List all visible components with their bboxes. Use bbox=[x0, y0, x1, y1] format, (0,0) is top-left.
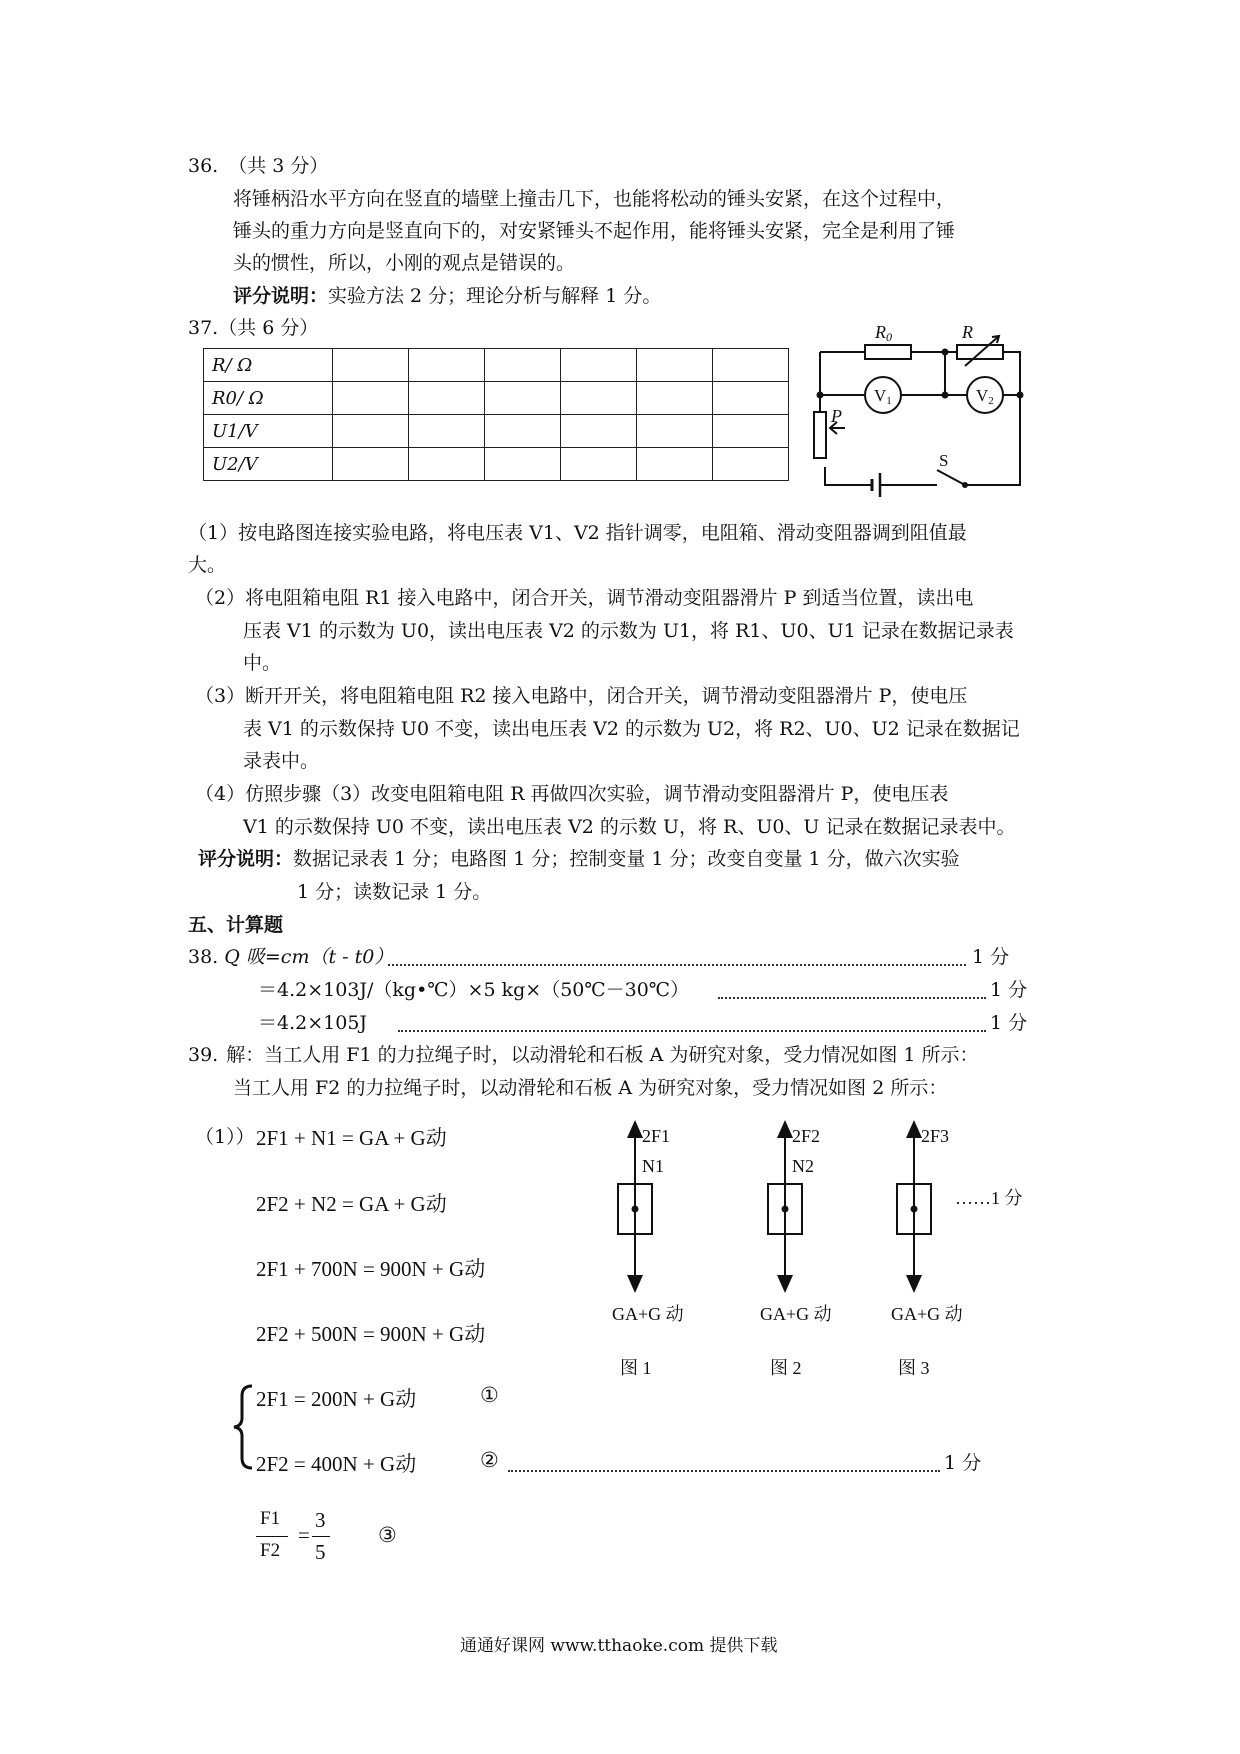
fig3-caption: 图 3 bbox=[898, 1358, 930, 1378]
resistor-r0 bbox=[865, 345, 911, 359]
circuit-diagram bbox=[805, 320, 1035, 500]
q37-number: 37.（共 6 分） bbox=[188, 317, 319, 339]
q37-step3c: 录表中。 bbox=[243, 750, 320, 772]
q37-step1b: 大。 bbox=[188, 554, 227, 576]
fig3-top-label: 2F3 bbox=[921, 1126, 950, 1146]
force-diagrams bbox=[600, 1120, 1060, 1450]
dot-leader bbox=[398, 1030, 986, 1032]
fig2-caption: 图 2 bbox=[770, 1358, 802, 1378]
ratio-value-den: 5 bbox=[315, 1540, 326, 1564]
ratio-numerator: F1 bbox=[260, 1508, 281, 1529]
q37-step4b: V1 的示数保持 U0 不变，读出电压表 V2 的示数 U，将 R、U0、U 记录在数据记录表中。 bbox=[243, 816, 1016, 838]
fig3-bottom-label: GA+G 动 bbox=[891, 1304, 963, 1324]
fig2-bottom-label: GA+G 动 bbox=[760, 1304, 832, 1324]
q37-step2c: 中。 bbox=[243, 652, 282, 674]
ratio-denominator: F2 bbox=[260, 1540, 281, 1561]
label-v1: V1 bbox=[874, 386, 892, 407]
section-title: 五、计算题 bbox=[188, 914, 284, 936]
row-header: U1/V bbox=[204, 415, 333, 448]
q37-step1a: （1）按电路图连接实验电路，将电压表 V1、V2 指针调零，电阻箱、滑动变阻器调到阻值最 bbox=[188, 522, 967, 544]
q38-line2: ＝4.2×103J/（kg•℃）×5 kg×（50℃－30℃） bbox=[258, 979, 690, 1001]
q36-grading: 评分说明：实验方法 2 分；理论分析与解释 1 分。 bbox=[233, 285, 662, 307]
equals-sign: = bbox=[298, 1523, 310, 1547]
q39-point: 1 分 bbox=[944, 1452, 982, 1474]
equation-3: 2F1 + 700N = 900N + G动 bbox=[256, 1257, 486, 1281]
q37-step3a: （3）断开开关，将电阻箱电阻 R2 接入电路中，闭合开关，调节滑动变阻器滑片 P，使电压 bbox=[195, 685, 968, 707]
q37-grading-a: 评分说明：数据记录表 1 分；电路图 1 分；控制变量 1 分；改变自变量 1 分，做六次实验 bbox=[198, 848, 960, 870]
rheostat-p bbox=[814, 412, 826, 458]
q38-point2: 1 分 bbox=[990, 979, 1028, 1001]
label-v2: V2 bbox=[976, 386, 994, 407]
equation-5: 2F1 = 200N + G动 bbox=[256, 1387, 417, 1411]
label-r: R bbox=[962, 322, 973, 342]
label-p: P bbox=[831, 406, 842, 426]
q38-line1: 38. Q 吸=cm（t - t0） bbox=[188, 946, 394, 968]
mark-1: ① bbox=[480, 1383, 499, 1407]
q37-step2b: 压表 V1 的示数为 U0，读出电压表 V2 的示数为 U1，将 R1、U0、U1 记录在数据记录表 bbox=[243, 620, 1014, 642]
fraction-bar bbox=[256, 1536, 288, 1537]
label-s: S bbox=[939, 451, 949, 470]
q39-line2: 当工人用 F2 的力拉绳子时，以动滑轮和石板 A 为研究对象，受力情况如图 2 所示： bbox=[233, 1077, 948, 1099]
label-r0: R0 bbox=[875, 322, 892, 344]
q37-step3b: 表 V1 的示数保持 U0 不变，读出电压表 V2 的示数为 U2，将 R2、U0、U2 记录在数据记 bbox=[243, 718, 1020, 740]
brace bbox=[228, 1382, 258, 1472]
q37-step4a: （4）仿照步骤（3）改变电阻箱电阻 R 再做四次实验，调节滑动变阻器滑片 P，使电压表 bbox=[195, 783, 949, 805]
switch-s bbox=[937, 470, 965, 485]
q36-number: 36. （共 3 分） bbox=[188, 155, 329, 177]
q39-part-label: （1）） bbox=[195, 1126, 255, 1148]
dot-leader bbox=[508, 1470, 940, 1472]
fraction-bar bbox=[312, 1536, 330, 1537]
ratio-value-num: 3 bbox=[315, 1508, 326, 1532]
dot-leader bbox=[718, 997, 986, 999]
q39-line1: 39. 解：当工人用 F1 的力拉绳子时，以动滑轮和石板 A 为研究对象，受力情况如图 1 所示： bbox=[188, 1044, 979, 1066]
q36-line3: 头的惯性，所以，小刚的观点是错误的。 bbox=[233, 252, 576, 274]
q36-line2: 锤头的重力方向是竖直向下的，对安紧锤头不起作用，能将锤头安紧，完全是利用了锤 bbox=[233, 220, 956, 242]
table-row bbox=[204, 415, 789, 448]
mark-2: ② bbox=[480, 1448, 499, 1472]
table-row bbox=[204, 349, 789, 382]
fig2-mid-label: N2 bbox=[792, 1156, 814, 1176]
fig1-top-label: 2F1 bbox=[642, 1126, 671, 1146]
dot-leader bbox=[388, 964, 966, 966]
data-record-table bbox=[203, 348, 789, 481]
equation-6: 2F2 = 400N + G动 bbox=[256, 1452, 417, 1476]
mark-3: ③ bbox=[378, 1523, 397, 1547]
table-row bbox=[204, 382, 789, 415]
q37-step2a: （2）将电阻箱电阻 R1 接入电路中，闭合开关，调节滑动变阻器滑片 P 到适当位置，读出电 bbox=[195, 587, 974, 609]
row-header: R0/ Ω bbox=[204, 382, 333, 415]
q38-line3: ＝4.2×105J bbox=[258, 1012, 368, 1034]
table-row bbox=[204, 448, 789, 481]
equation-4: 2F2 + 500N = 900N + G动 bbox=[256, 1322, 486, 1346]
q37-grading-b: 1 分；读数记录 1 分。 bbox=[297, 881, 492, 903]
fig-point: ……1 分 bbox=[955, 1188, 1023, 1208]
fig1-bottom-label: GA+G 动 bbox=[612, 1304, 684, 1324]
equation-1: 2F1 + N1 = GA + G动 bbox=[256, 1126, 447, 1150]
q38-point1: 1 分 bbox=[972, 946, 1010, 968]
q38-point3: 1 分 bbox=[990, 1012, 1028, 1034]
equation-2: 2F2 + N2 = GA + G动 bbox=[256, 1192, 447, 1216]
fig2-top-label: 2F2 bbox=[792, 1126, 821, 1146]
page-footer: 通通好课网 www.tthaoke.com 提供下载 bbox=[460, 1636, 778, 1656]
fig1-caption: 图 1 bbox=[620, 1358, 652, 1378]
q36-line1: 将锤柄沿水平方向在竖直的墙壁上撞击几下，也能将松动的锤头安紧，在这个过程中， bbox=[233, 188, 956, 210]
row-header: U2/V bbox=[204, 448, 333, 481]
fig1-mid-label: N1 bbox=[642, 1156, 664, 1176]
row-header: R/ Ω bbox=[204, 349, 333, 382]
